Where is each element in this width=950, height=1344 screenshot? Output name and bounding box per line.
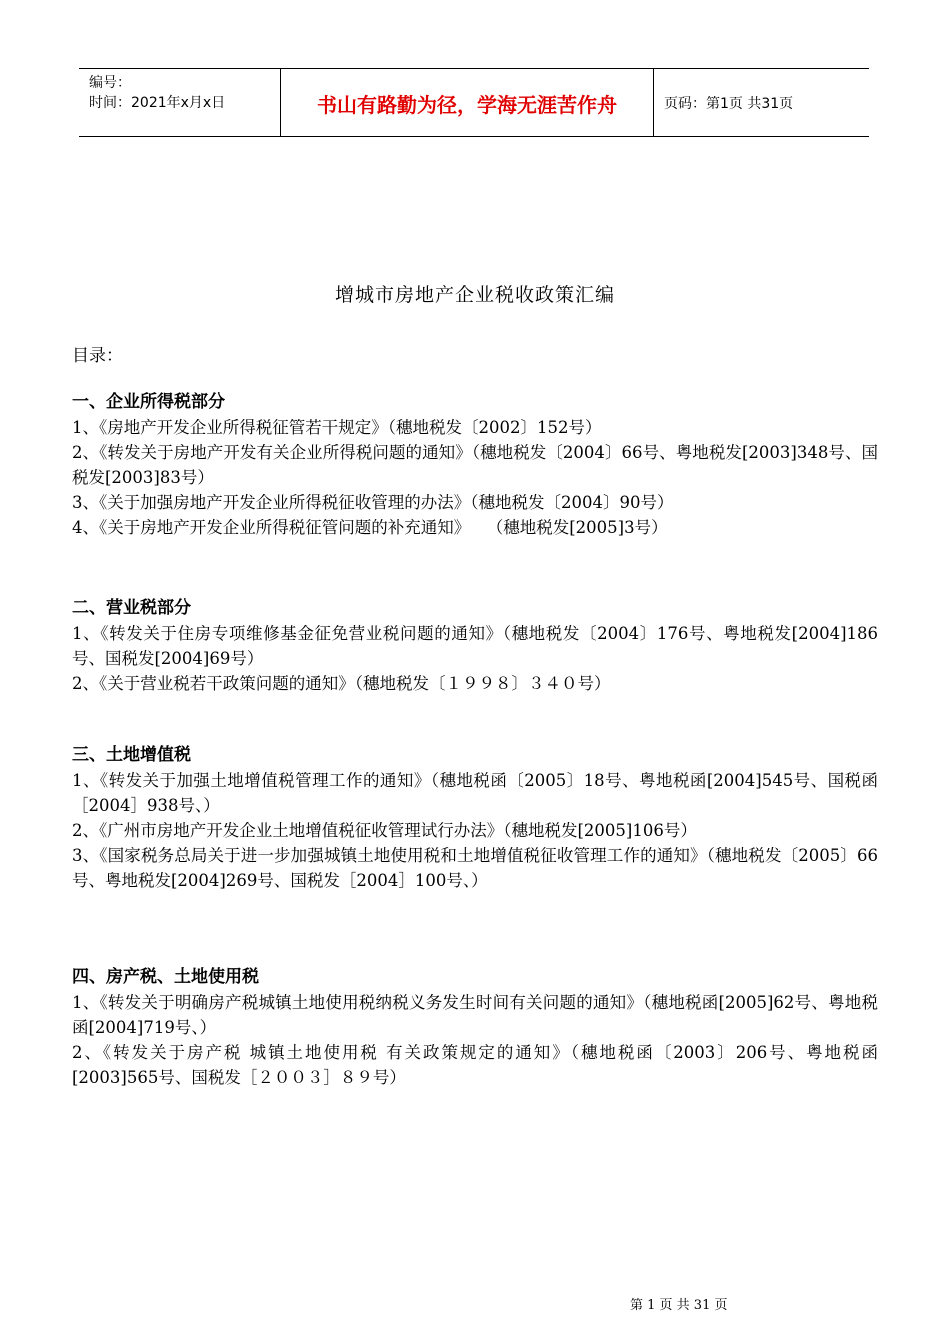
header-motto: 书山有路勤为径，学海无涯苦作舟 xyxy=(281,69,654,136)
list-item: 3、《关于加强房地产开发企业所得税征收管理的办法》（穗地税发〔2004〕90号） xyxy=(72,493,674,512)
document-title: 增城市房地产企业税收政策汇编 xyxy=(334,284,615,306)
document-body xyxy=(72,344,878,1090)
page-footer: 第 1 页 共 31 页 xyxy=(630,1298,728,1313)
header-page-info: 页码：第1页 共31页 xyxy=(664,95,794,112)
section-heading: 三、土地增值税 xyxy=(72,745,191,765)
list-item: 1、《转发关于住房专项维修基金征免营业税问题的通知》（穗地税发〔2004〕176号、粤地税发[2004]186号、国税发[2004]69号） xyxy=(72,624,878,668)
section-heading: 四、房产税、土地使用税 xyxy=(72,967,259,987)
list-item: 2、《广州市房地产开发企业土地增值税征收管理试行办法》（穗地税发[2005]106号） xyxy=(72,821,697,840)
section-land-appreciation-tax xyxy=(72,743,878,893)
page-header xyxy=(79,68,869,137)
number-label: 编号： xyxy=(89,75,131,91)
section-income-tax xyxy=(72,390,878,540)
list-item: 2、《转发关于房产税 城镇土地使用税 有关政策规定的通知》（穗地税函〔2003〕206号、粤地税函[2003]565号、国税发［２００３］８９号） xyxy=(72,1043,878,1087)
list-item: 2、《转发关于房地产开发有关企业所得税问题的通知》（穗地税发〔2004〕66号、粤地税发[2003]348号、国税发[2003]83号） xyxy=(72,443,878,487)
list-item: 3、《国家税务总局关于进一步加强城镇土地使用税和土地增值税征收管理工作的通知》（穗地税发〔2005〕66号、粤地税发[2004]269号、国税发［2004］100号、） xyxy=(72,846,878,890)
section-heading: 二、营业税部分 xyxy=(72,598,191,618)
toc-label: 目录： xyxy=(72,346,123,366)
time-label: 时间：2021年x月x日 xyxy=(89,95,226,111)
list-item: 1、《房地产开发企业所得税征管若干规定》（穗地税发〔2002〕152号） xyxy=(72,418,602,437)
section-property-tax xyxy=(72,965,878,1090)
list-item: 2、《关于营业税若干政策问题的通知》（穗地税发〔１９９８〕３４０号） xyxy=(72,674,611,693)
list-item: 1、《转发关于明确房产税城镇土地使用税纳税义务发生时间有关问题的通知》（穗地税函[2005]62号、粤地税函[2004]719号、） xyxy=(72,993,878,1037)
list-item: 1、《转发关于加强土地增值税管理工作的通知》（穗地税函〔2005〕18号、粤地税函[2004]545号、国税函［2004］938号、） xyxy=(72,771,878,815)
section-heading: 一、企业所得税部分 xyxy=(72,392,225,412)
list-item: 4、《关于房地产开发企业所得税征管问题的补充通知》 （穗地税发[2005]3号） xyxy=(72,518,668,537)
header-meta xyxy=(79,69,281,136)
section-business-tax xyxy=(72,596,878,696)
